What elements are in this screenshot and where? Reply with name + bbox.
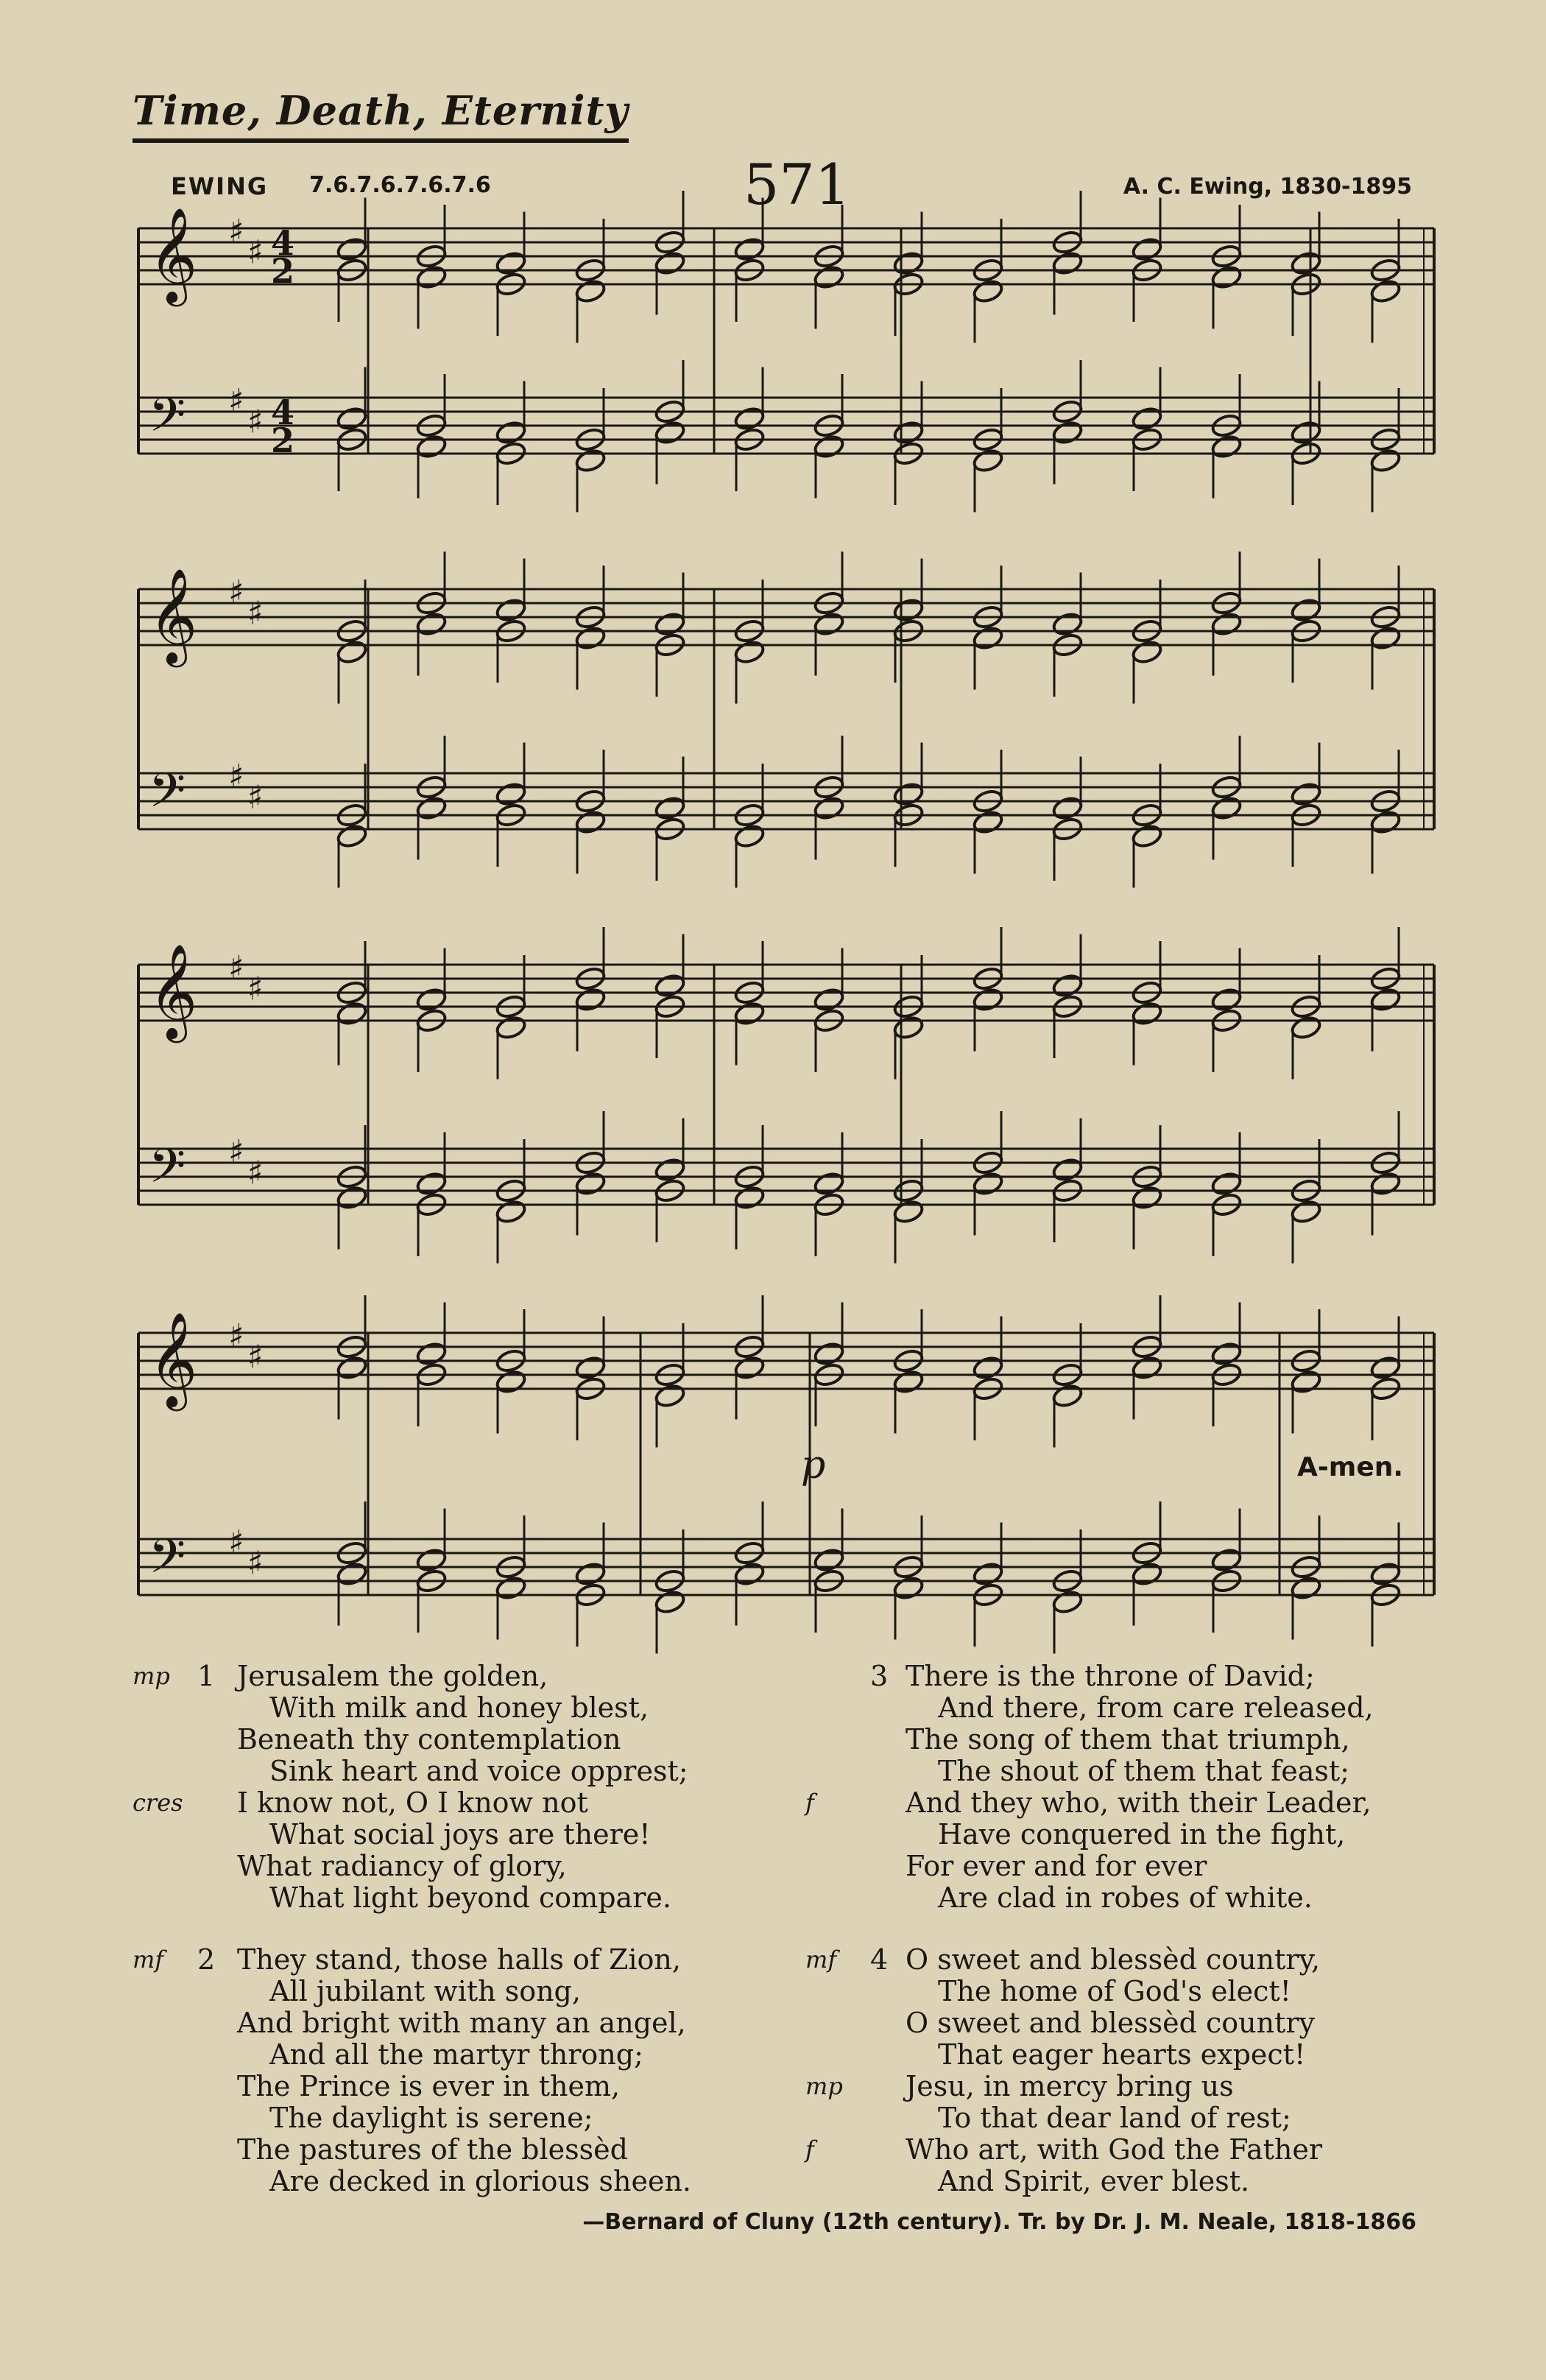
sharp-sign: ♯ bbox=[228, 382, 244, 420]
note bbox=[733, 1561, 766, 1588]
note bbox=[654, 611, 686, 638]
bass-clef: 𝄢 bbox=[149, 388, 186, 454]
verse-line: And bright with many an angel, bbox=[237, 2007, 686, 2039]
note bbox=[415, 795, 448, 822]
note bbox=[336, 406, 368, 432]
note bbox=[336, 1561, 368, 1588]
sharp-sign: ♯ bbox=[228, 758, 244, 795]
note bbox=[733, 1001, 766, 1027]
note bbox=[654, 1383, 686, 1409]
hymn-number: 571 bbox=[744, 152, 851, 217]
note bbox=[1369, 1171, 1402, 1197]
bass-clef: 𝄢 bbox=[149, 1529, 186, 1596]
note bbox=[1290, 1015, 1322, 1041]
treble-clef: 𝄞 bbox=[149, 943, 198, 1039]
verse-number: 2 bbox=[197, 1943, 216, 1976]
note bbox=[574, 987, 607, 1013]
note bbox=[1131, 1185, 1163, 1211]
verse-line: And there, from care released, bbox=[938, 1691, 1374, 1724]
verse-line: And all the martyr throng; bbox=[269, 2038, 643, 2071]
note bbox=[1051, 1589, 1084, 1616]
note bbox=[495, 781, 527, 808]
note bbox=[1131, 236, 1163, 263]
dynamic: mp bbox=[805, 2072, 843, 2100]
verse-line: The daylight is serene; bbox=[269, 2102, 593, 2134]
note bbox=[813, 611, 845, 638]
verse-line: Jesu, in mercy bring us bbox=[906, 2070, 1234, 2102]
time-sig-bottom: 2 bbox=[271, 251, 295, 291]
note bbox=[1131, 1001, 1163, 1027]
note bbox=[1051, 1383, 1084, 1409]
note bbox=[654, 1589, 686, 1616]
note bbox=[733, 639, 766, 666]
note bbox=[1131, 823, 1163, 850]
note bbox=[336, 1001, 368, 1027]
verse-line: Who art, with God the Father bbox=[906, 2133, 1323, 2166]
amen-label: A-men. bbox=[1297, 1452, 1404, 1482]
note bbox=[892, 1015, 925, 1041]
note bbox=[495, 420, 527, 446]
verse-line: Are decked in glorious sheen. bbox=[269, 2165, 692, 2197]
note bbox=[892, 1575, 925, 1602]
dynamic: f bbox=[805, 1789, 814, 1817]
note bbox=[1051, 973, 1084, 999]
note bbox=[1131, 639, 1163, 666]
note bbox=[813, 264, 845, 291]
note bbox=[574, 448, 607, 474]
note bbox=[1051, 1157, 1084, 1183]
verse-line: Are clad in robes of white. bbox=[938, 1881, 1313, 1914]
note bbox=[574, 1561, 607, 1588]
note bbox=[972, 278, 1004, 305]
note bbox=[1131, 406, 1163, 432]
note bbox=[1290, 420, 1322, 446]
note bbox=[1210, 611, 1243, 638]
note bbox=[1369, 809, 1402, 836]
note bbox=[972, 987, 1004, 1013]
verse-number: 1 bbox=[197, 1660, 216, 1692]
note bbox=[1210, 434, 1243, 460]
time-sig-top: 4 bbox=[271, 392, 295, 432]
note bbox=[1369, 987, 1402, 1013]
note bbox=[654, 1157, 686, 1183]
verse-line: The shout of them that feast; bbox=[938, 1755, 1349, 1787]
sharp-sign: ♯ bbox=[228, 1317, 244, 1355]
note bbox=[813, 987, 845, 1013]
verse-3 bbox=[805, 1660, 1458, 1914]
sharp-sign: ♯ bbox=[247, 1338, 264, 1376]
note bbox=[1369, 1561, 1402, 1588]
note bbox=[972, 1561, 1004, 1588]
note bbox=[574, 278, 607, 305]
note bbox=[892, 597, 925, 624]
text-attribution: —Bernard of Cluny (12th century). Tr. by Dr. J. M. Neale, 1818-1866 bbox=[582, 2209, 1416, 2235]
note bbox=[336, 236, 368, 263]
staff-lines bbox=[138, 228, 1434, 1595]
note bbox=[495, 1369, 527, 1395]
note bbox=[972, 625, 1004, 652]
note bbox=[1051, 250, 1084, 277]
sharp-sign: ♯ bbox=[228, 213, 244, 250]
verse-line: The song of them that triumph, bbox=[906, 1723, 1350, 1756]
note bbox=[1210, 1341, 1243, 1367]
note bbox=[1210, 795, 1243, 822]
verse-number: 4 bbox=[870, 1943, 889, 1976]
note bbox=[415, 1171, 448, 1197]
note bbox=[813, 1547, 845, 1574]
note bbox=[892, 781, 925, 808]
note bbox=[892, 420, 925, 446]
note bbox=[1051, 795, 1084, 822]
verse-line: Sink heart and voice opprest; bbox=[269, 1755, 688, 1787]
tune-meter: 7.6.7.6.7.6.7.6 bbox=[309, 172, 491, 198]
note bbox=[415, 987, 448, 1013]
sharp-sign: ♯ bbox=[247, 594, 264, 633]
section-title: Time, Death, Eternity bbox=[133, 87, 629, 143]
verse-4 bbox=[805, 1943, 1458, 2197]
verse-line: With milk and honey blest, bbox=[269, 1691, 649, 1724]
dynamic: f bbox=[805, 2136, 814, 2164]
note bbox=[336, 823, 368, 850]
note bbox=[574, 1171, 607, 1197]
note bbox=[1131, 1355, 1163, 1381]
verse-line: The pastures of the blessèd bbox=[237, 2133, 628, 2166]
note bbox=[574, 809, 607, 836]
dynamic-mark-piano: p bbox=[801, 1443, 826, 1488]
tune-name: EWING bbox=[171, 172, 269, 200]
note bbox=[574, 1355, 607, 1381]
verse-number: 3 bbox=[870, 1660, 889, 1692]
verse-line: All jubilant with song, bbox=[269, 1975, 581, 2007]
treble-clef: 𝄞 bbox=[149, 207, 198, 303]
note bbox=[813, 434, 845, 460]
verse-line: To that dear land of rest; bbox=[938, 2102, 1291, 2134]
verse-line: O sweet and blessèd country bbox=[906, 2007, 1315, 2039]
sharp-sign: ♯ bbox=[228, 949, 244, 987]
verses-right-column bbox=[805, 1660, 1458, 2228]
verse-line: O sweet and blessèd country, bbox=[906, 1943, 1321, 1976]
note bbox=[1131, 1561, 1163, 1588]
bass-clef: 𝄢 bbox=[149, 1139, 186, 1205]
sharp-sign: ♯ bbox=[228, 574, 244, 611]
note bbox=[336, 639, 368, 666]
verse-line: And Spirit, ever blest. bbox=[938, 2165, 1250, 2197]
dynamic: mf bbox=[133, 1946, 164, 1974]
sharp-sign: ♯ bbox=[247, 778, 264, 817]
note bbox=[1210, 1171, 1243, 1197]
note bbox=[654, 795, 686, 822]
verse-line: Jerusalem the golden, bbox=[237, 1660, 548, 1692]
sharp-sign: ♯ bbox=[247, 1544, 264, 1582]
note bbox=[733, 1185, 766, 1211]
note bbox=[336, 1355, 368, 1381]
notes bbox=[336, 191, 1402, 1654]
bass-clef: 𝄢 bbox=[149, 764, 186, 830]
note bbox=[1290, 597, 1322, 624]
note bbox=[415, 264, 448, 291]
note bbox=[1290, 1199, 1322, 1225]
dynamic: cres bbox=[133, 1789, 183, 1817]
note bbox=[733, 1355, 766, 1381]
note bbox=[733, 406, 766, 432]
verse-1 bbox=[133, 1661, 795, 1914]
sharp-sign: ♯ bbox=[228, 1524, 244, 1561]
note bbox=[495, 1575, 527, 1602]
verse-line: The home of God's elect! bbox=[938, 1975, 1291, 2007]
note bbox=[654, 973, 686, 999]
verse-line: The Prince is ever in them, bbox=[237, 2070, 621, 2102]
note bbox=[892, 1199, 925, 1225]
note bbox=[972, 809, 1004, 836]
sharp-sign: ♯ bbox=[228, 1133, 244, 1171]
sharp-sign: ♯ bbox=[247, 403, 264, 441]
composer-credit: A. C. Ewing, 1830-1895 bbox=[1123, 174, 1412, 200]
dynamic: mp bbox=[133, 1662, 170, 1690]
note bbox=[1290, 781, 1322, 808]
note bbox=[1369, 448, 1402, 474]
clefs bbox=[149, 207, 294, 1596]
sharp-sign: ♯ bbox=[247, 970, 264, 1008]
verse-line: Beneath thy contemplation bbox=[237, 1723, 621, 1756]
note bbox=[892, 1369, 925, 1395]
treble-clef: 𝄞 bbox=[149, 1312, 198, 1407]
verses-left-column bbox=[133, 1661, 795, 2228]
verse-line: Have conquered in the fight, bbox=[938, 1818, 1346, 1851]
note bbox=[1369, 625, 1402, 652]
sharp-sign: ♯ bbox=[247, 1154, 264, 1192]
note bbox=[892, 250, 925, 277]
note bbox=[574, 625, 607, 652]
dynamic: mf bbox=[805, 1946, 837, 1974]
note bbox=[733, 823, 766, 850]
note bbox=[495, 1015, 527, 1041]
verse-line: They stand, those halls of Zion, bbox=[237, 1943, 681, 1976]
note bbox=[1290, 1575, 1322, 1602]
note bbox=[1051, 420, 1084, 446]
verse-line: I know not, O I know not bbox=[237, 1786, 588, 1819]
note bbox=[1369, 278, 1402, 305]
note bbox=[415, 1547, 448, 1574]
verse-line: What light beyond compare. bbox=[269, 1881, 671, 1914]
note bbox=[1210, 1547, 1243, 1574]
verse-line: What social joys are there! bbox=[269, 1818, 651, 1851]
verse-2 bbox=[133, 1944, 795, 2197]
verse-line: And they who, with their Leader, bbox=[906, 1786, 1372, 1819]
note bbox=[1369, 1355, 1402, 1381]
note bbox=[1290, 1369, 1322, 1395]
note bbox=[733, 236, 766, 263]
note bbox=[972, 448, 1004, 474]
sharp-sign: ♯ bbox=[247, 233, 264, 272]
note bbox=[415, 1341, 448, 1367]
note bbox=[495, 250, 527, 277]
note bbox=[972, 1171, 1004, 1197]
note bbox=[1210, 987, 1243, 1013]
time-sig-bottom: 2 bbox=[271, 420, 295, 460]
note bbox=[1210, 264, 1243, 291]
note bbox=[654, 420, 686, 446]
note bbox=[495, 597, 527, 624]
note bbox=[1051, 611, 1084, 638]
verse-line: There is the throne of David; bbox=[906, 1660, 1315, 1692]
note bbox=[972, 1355, 1004, 1381]
note bbox=[654, 250, 686, 277]
verse-line: What radiancy of glory, bbox=[237, 1850, 567, 1882]
note bbox=[1290, 250, 1322, 277]
verse-line: That eager hearts expect! bbox=[938, 2038, 1306, 2071]
note bbox=[813, 795, 845, 822]
verse-line: For ever and for ever bbox=[906, 1850, 1207, 1882]
treble-clef: 𝄞 bbox=[149, 568, 198, 663]
note bbox=[813, 1341, 845, 1367]
note bbox=[415, 434, 448, 460]
note bbox=[336, 1185, 368, 1211]
time-sig-top: 4 bbox=[271, 223, 295, 263]
note bbox=[813, 1171, 845, 1197]
note bbox=[415, 611, 448, 638]
note bbox=[495, 1199, 527, 1225]
